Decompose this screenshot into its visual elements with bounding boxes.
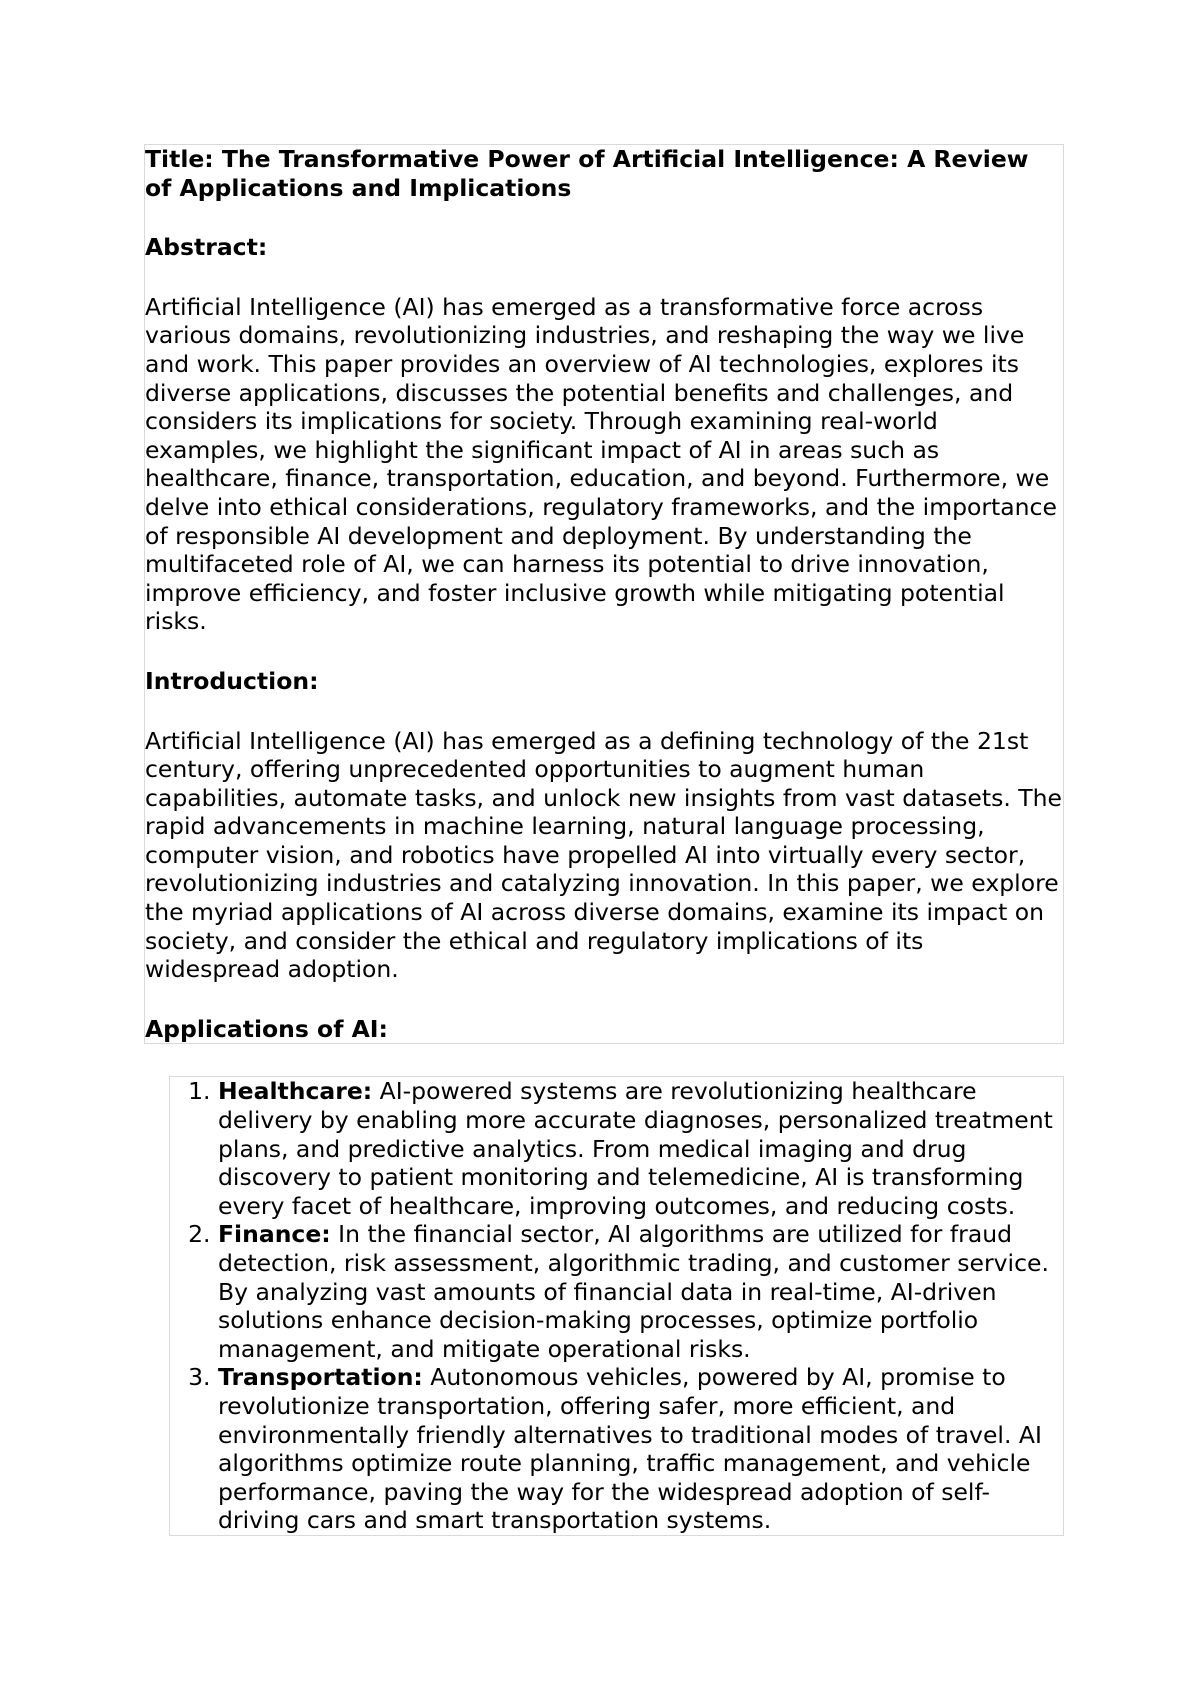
introduction-heading: Introduction: (145, 666, 319, 695)
list-item (218, 1363, 1063, 1535)
abstract-heading: Abstract: (145, 233, 268, 262)
list-item-text: AI-powered systems are revolutionizing healthcare delivery by enabling more accurate diagnoses, personalized treatment plans, and predictive analytics. From medical imaging and drug discovery to patient monitoring and telemedicine, AI is transforming every facet of healthcare, improving outcomes, and reducing costs. (218, 1077, 1053, 1220)
list-item-text: Autonomous vehicles, powered by AI, promise to revolutionize transportation, offering safer, more efficient, and environmentally friendly alternatives to traditional modes of travel. AI algorithms optimize route planning, traffic management, and vehicle performance, paving the way for the widespread adoption of self-driving cars and smart transportation systems. (218, 1363, 1042, 1535)
list-item-text: In the financial sector, AI algorithms are utilized for fraud detection, risk assessment, algorithmic trading, and customer service. By analyzing vast amounts of financial data in real-time, AI-driven solutions enhance decision-making processes, optimize portfolio management, and mitigate operational risks. (218, 1220, 1049, 1363)
main-text-block (144, 144, 1064, 1044)
spacer (145, 262, 1063, 293)
list-item-title: Healthcare: (218, 1077, 373, 1106)
list-item (218, 1220, 1063, 1363)
spacer (145, 984, 1063, 1015)
spacer (145, 202, 1063, 233)
list-item (218, 1077, 1063, 1220)
document-page (144, 144, 1064, 1536)
applications-list (170, 1077, 1063, 1535)
list-item-title: Finance: (218, 1220, 331, 1249)
document-title: Title: The Transformative Power of Artificial Intelligence: A Review of Applications and Implications (145, 145, 1029, 202)
spacer (145, 696, 1063, 727)
applications-heading: Applications of AI: (145, 1014, 388, 1043)
spacer (145, 636, 1063, 667)
list-item-title: Transportation: (218, 1363, 423, 1392)
applications-list-block (169, 1076, 1064, 1536)
abstract-paragraph: Artificial Intelligence (AI) has emerged as a transformative force across various domains, revolutionizing industries, and reshaping the way we live and work. This paper provides an overview of AI technologies, explores its diverse applications, discusses the potential benefits and challenges, and considers its implications for society. Through examining real-world examples, we highlight the significant impact of AI in areas such as healthcare, finance, transportation, education, and beyond. Furthermore, we delve into ethical considerations, regulatory frameworks, and the importance of responsible AI development and deployment. By understanding the multifaceted role of AI, we can harness its potential to drive innovation, improve efficiency, and foster inclusive growth while mitigating potential risks. (145, 292, 1057, 636)
introduction-paragraph: Artificial Intelligence (AI) has emerged as a defining technology of the 21st century, offering unprecedented opportunities to augment human capabilities, automate tasks, and unlock new insights from vast datasets. The rapid advancements in machine learning, natural language processing, computer vision, and robotics have propelled AI into virtually every sector, revolutionizing industries and catalyzing innovation. In this paper, we explore the myriad applications of AI across diverse domains, examine its impact on society, and consider the ethical and regulatory implications of its widespread adoption. (145, 726, 1062, 984)
